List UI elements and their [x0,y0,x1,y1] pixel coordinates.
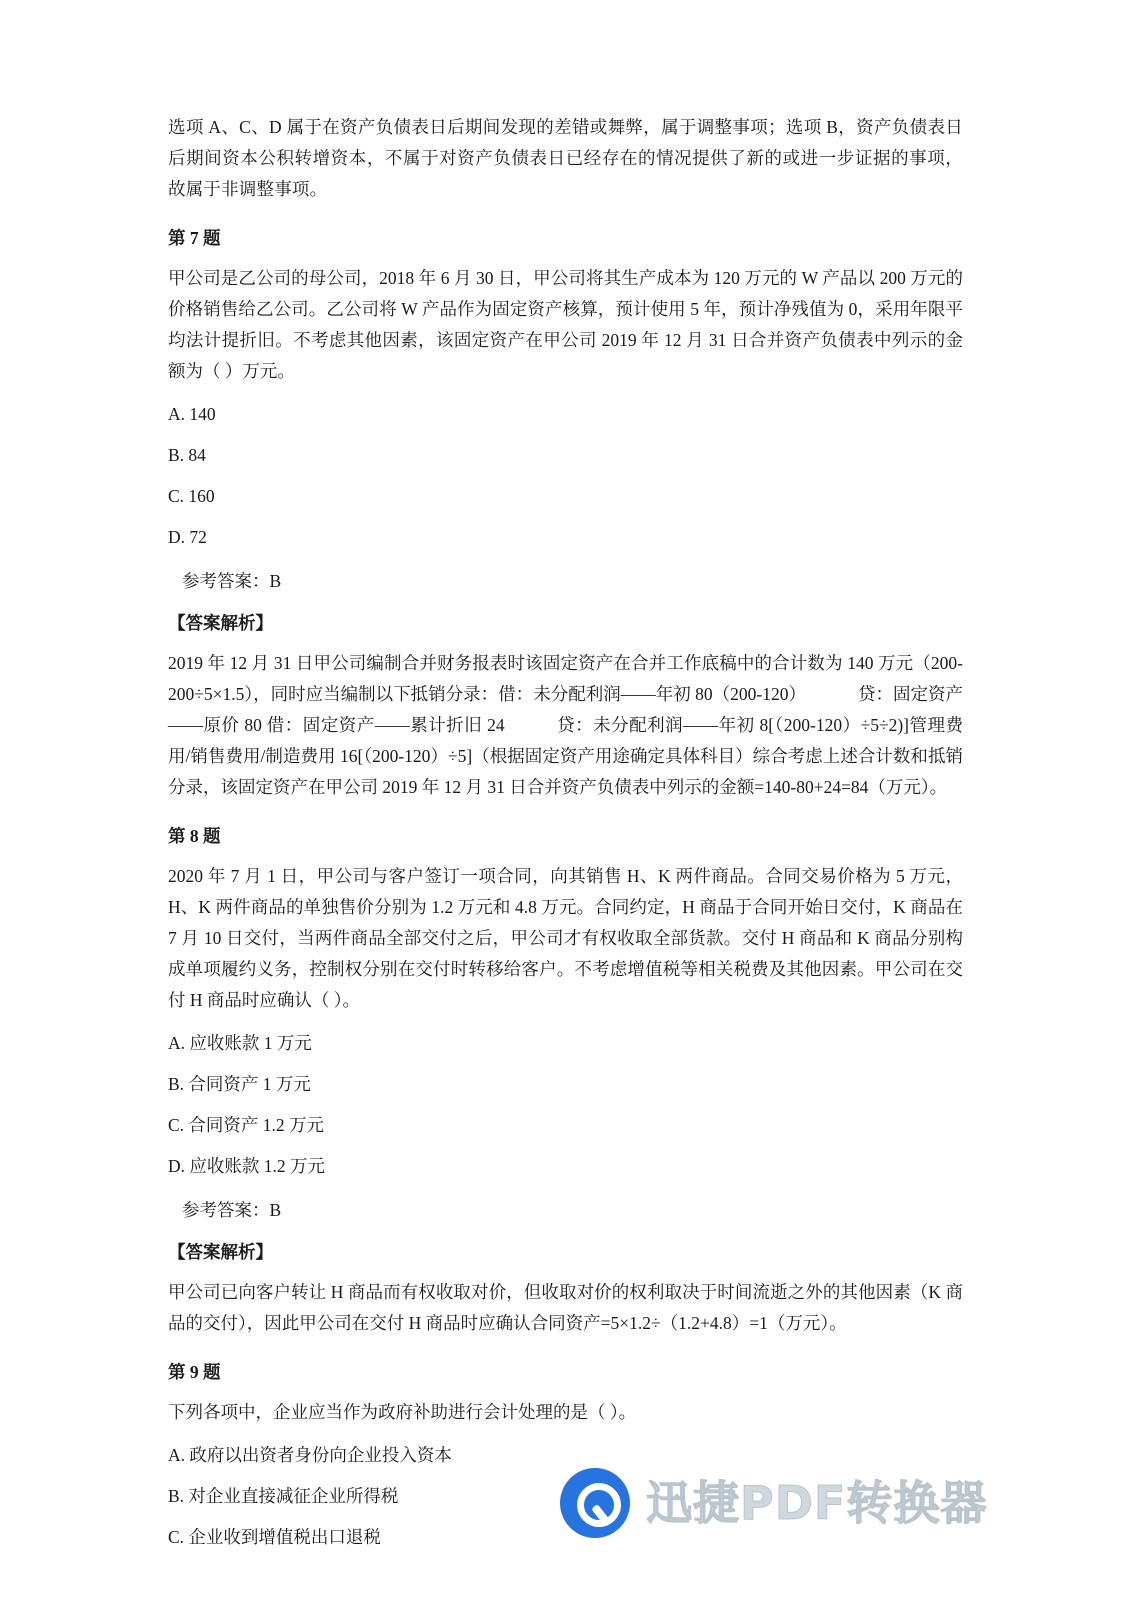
question-heading: 第 7 题 [168,228,221,248]
option-item[interactable]: C. 合同资产 1.2 万元 [168,1115,325,1135]
option-item[interactable]: C. 企业收到增值税出口退税 [168,1527,381,1547]
option-item[interactable]: D. 应收账款 1.2 万元 [168,1156,326,1176]
analysis-part: 2019 年 12 月 31 日甲公司编制合并财务报表时该固定资产在合并工作底稿中的合计数为 140 万元（200-200÷5×1.5），同时应当编制以下抵销分录：借：未分配利润——年初 80（200-120） [168,653,963,704]
answer-label: 参考答案： [182,1200,270,1220]
analysis-body [168,648,963,803]
answer-value: B [269,571,282,591]
analysis-title: 【答案解析】 [168,613,273,633]
question-stem: 甲公司是乙公司的母公司，2018 年 6 月 30 日，甲公司将其生产成本为 120 万元的 W 产品以 200 万元的价格销售给乙公司。乙公司将 W 产品作为固定资产核算，预计使用 5 年，预计净残值为 0，采用年限平均法计提折旧。不考虑其他因素，该固定资产在甲公司 2019 年 12 月 31 日合并资产负债表中列示的金额为（ ）万元。 [168,268,963,381]
question-stem: 下列各项中，企业应当作为政府补助进行会计处理的是（ ）。 [168,1402,637,1422]
option-item[interactable]: B. 对企业直接减征企业所得税 [168,1486,399,1506]
question-stem: 2020 年 7 月 1 日，甲公司与客户签订一项合同，向其销售 H、K 两件商品。合同交易价格为 5 万元，H、K 两件商品的单独售价分别为 1.2 万元和 4.8 万元。合同约定，H 商品于合同开始日交付，K 商品在 7 月 10 日交付，当两件商品全部交付之后，甲公司才有权收取全部货款。交付 H 商品和 K 商品分别构成单项履约义务，控制权分别在交付时转移给客户。不考虑增值税等相关税费及其他因素。甲公司在交付 H 商品时应确认（ ）。 [168,866,963,1010]
option-item[interactable]: B. 合同资产 1 万元 [168,1074,311,1094]
option-item[interactable]: A. 应收账款 1 万元 [168,1033,312,1053]
answer-label: 参考答案： [182,571,270,591]
answer-value: B [269,1200,282,1220]
analysis-part: 贷：未分配利润——年初 8[（200-120）÷5÷2)]管理费用/销售费用/制造费用 16[（200-120）÷5]（根据固定资产用途确定具体科目）综合考虑上述合计数和抵销分录，该固定资产在甲公司 2019 年 12 月 31 日合并资产负债表中列示的金额=140-80+24=84（万元）。 [168,715,963,797]
option-item[interactable]: D. 72 [168,527,207,547]
analysis-body: 甲公司已向客户转让 H 商品而有权收取对价，但收取对价的权利取决于时间流逝之外的其他因素（K 商品的交付），因此甲公司在交付 H 商品时应确认合同资产=5×1.2÷（1.2+4.8）=1（万元）。 [168,1282,963,1333]
answer-line [168,1195,963,1225]
question-heading: 第 8 题 [168,826,221,846]
intro-paragraph: 选项 A、C、D 属于在资产负债表日后期间发现的差错或舞弊，属于调整事项；选项 B，资产负债表日后期间资本公积转增资本，不属于对资产负债表日已经存在的情况提供了新的或进一步证据的事项，故属于非调整事项。 [168,117,963,199]
option-item[interactable]: B. 84 [168,445,206,465]
analysis-title: 【答案解析】 [168,1242,273,1262]
option-item[interactable]: A. 140 [168,404,216,424]
option-item[interactable]: A. 政府以出资者身份向企业投入资本 [168,1445,452,1465]
question-heading: 第 9 题 [168,1362,221,1382]
analysis-part: 贷：固定资产——原价 80 借：固定资产——累计折旧 24 [168,684,963,735]
answer-line [168,566,963,596]
document-body [168,112,963,1552]
option-item[interactable]: C. 160 [168,486,215,506]
watermark-text: 迅捷PDF转换器 [646,1476,988,1530]
